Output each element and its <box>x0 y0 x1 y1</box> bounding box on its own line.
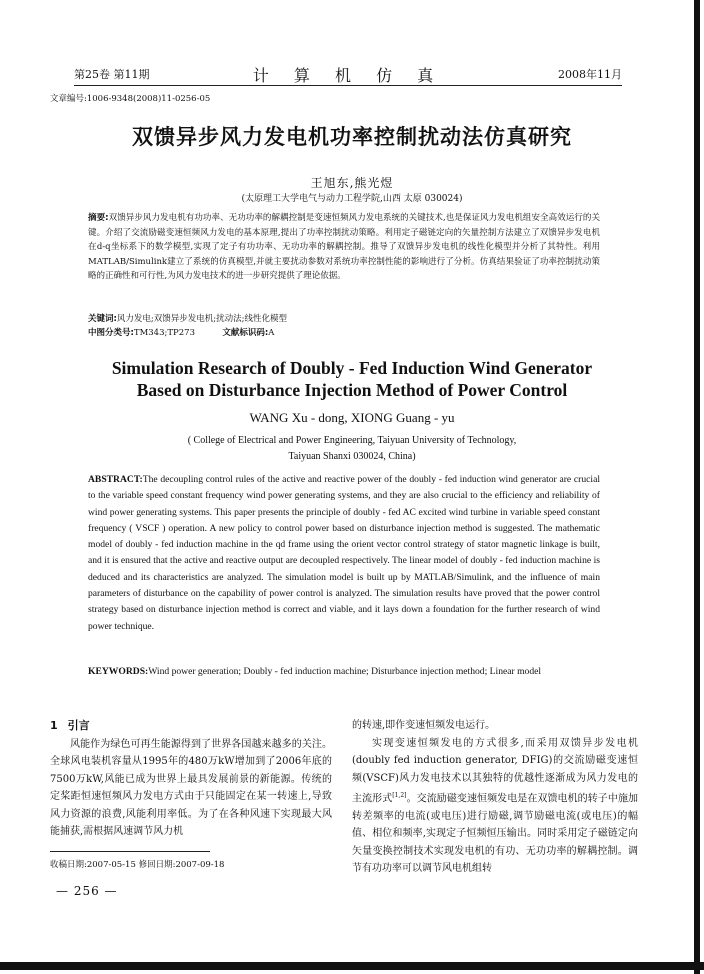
body-column-right <box>352 717 638 878</box>
english-keywords-label: KEYWORDS: <box>88 666 149 677</box>
issue-date: 2008年11月 <box>558 68 622 81</box>
journal-name: 计 算 机 仿 真 <box>252 66 444 85</box>
doc-code-label: 文献标识码: <box>222 328 269 338</box>
scan-border-bottom <box>0 962 704 970</box>
intro-paragraph-2-part-b: 。交流励磁变速恒频发电是在双馈电机的转子中施加转差频率的电流(或电压)进行励磁,调节励磁电流(或电压)的幅值、相位和频率,实现定子恒频恒压输出。同时采用定子磁链定向矢量变换控制技术实现发电机的有功、无功功率的解耦控制。调节有功功率可以调节风电机组转 <box>352 793 639 875</box>
english-title <box>0 357 704 401</box>
section-number: 1 <box>50 719 58 732</box>
chinese-affiliation: (太原理工大学电气与动力工程学院,山西 太原 030024) <box>241 194 463 204</box>
english-abstract <box>88 472 600 635</box>
citation-ref: [1,2] <box>392 792 407 799</box>
section-title: 引言 <box>67 719 90 732</box>
english-title-line-2: Based on Disturbance Injection Method of Power Control <box>136 380 568 400</box>
chinese-keywords-text: 风力发电;双馈异步发电机;扰动法;线性化模型 <box>116 314 287 324</box>
chinese-keywords <box>88 312 600 324</box>
page-number: — 256 — <box>56 884 118 898</box>
chinese-abstract-text: 双馈异步风力发电机有功功率、无功功率的解耦控制是变速恒频风力发电系统的关键技术,也是保证风力发电机组安全高效运行的关键。介绍了交流励磁变速恒频风力发电的基本原理,提出了功率控制扰动策略。利用定子磁链定向的矢量控制方法建立了双馈异步发电机在d-q坐标系下的数学模型,实现了定子有功功率、无功功率的解耦控制。推导了双馈异步发电机的线性化模型并分析了其特性。利用MATLAB/Simulink建立了系统的仿真模型,并就主要扰动参数对系统功率控制性能的影响进行了分析。仿真结果验证了功率控制扰动策略的正确性和可行性,为风力发电技术的进一步研究提供了理论依据。 <box>88 213 600 282</box>
clc-label: 中图分类号: <box>88 328 134 338</box>
english-title-line-1: Simulation Research of Doubly - Fed Induction Wind Generator <box>111 358 593 378</box>
english-abstract-text: The decoupling control rules of the active and reactive power of the doubly - fed induction wind generator are crucial to the variable speed constant frequency wind power generating systems, and they are also crucial to the efficiency and reliability of wind power generating systems. This paper presents the principle of doubly - fed AC excited wind turbine in variable speed constant frequency ( VSCF ) operation. A new policy to control power based on disturbance injection method is suggested. The mathematic model of doubly - fed induction machine in the qd frame using the orient vector control strategy of stator magnetic linkage is built, and it is ensured that the active and reactive output are decoupled respectively. The linear model of doubly - fed induction machine is deduced and its characteristics are analyzed. The simulation model is built up by MATLAB/Simulink, and the influence of main parameters of disturbance on the capability of power control is analyzed. The simulation results have proved that the power control strategy based on disturbance injection method is correct and viable, and it lays down a foundation for the further research of wind power technique. <box>88 474 600 632</box>
english-abstract-label: ABSTRACT: <box>88 474 143 485</box>
body-column-left <box>50 717 332 841</box>
english-keywords-text: Wind power generation; Doubly - fed induction machine; Disturbance injection method; Linear model <box>148 666 542 677</box>
chinese-abstract <box>88 211 600 284</box>
doc-code-text: A <box>268 328 275 338</box>
intro-paragraph-1: 风能作为绿色可再生能源得到了世界各国越来越多的关注。全球风电装机容量从1995年的480万kW增加到了2006年底的7500万kW,风能已成为世界上最具发展前景的新能源。传统的定桨距恒速恒频风力发电方式由于只能固定在某一转速上,导致风力资源的浪费,风能利用率低。为了在各种风速下实现最大风能捕获,需根据风速调节风力机 <box>50 738 332 837</box>
english-authors: WANG Xu - dong, XIONG Guang - yu <box>249 410 455 425</box>
intro-paragraph-2-part-a: 实现变速恒频发电的方式很多,而采用双馈异步发电机(doubly fed induction generator, DFIG)的交流励磁变速恒频(VSCF)风力发电技术以其独特的优越性逐渐成为风力发电的主流形式 <box>352 737 638 805</box>
classification-line <box>88 326 600 338</box>
running-header <box>74 63 622 86</box>
english-keywords <box>88 664 600 680</box>
received-dates-footnote: 收稿日期:2007-05-15 修回日期:2007-09-18 <box>50 860 225 870</box>
article-number: 文章编号:1006-9348(2008)11-0256-05 <box>50 94 211 104</box>
intro-paragraph-continued: 的转速,即作变速恒频发电运行。 <box>352 720 496 731</box>
english-affiliation <box>0 433 704 465</box>
clc-text: TM343;TP273 <box>133 328 195 338</box>
footnote-rule <box>50 851 210 852</box>
english-affiliation-line-1: ( College of Electrical and Power Engineering, Taiyuan University of Technology, <box>187 435 517 446</box>
english-affiliation-line-2: Taiyuan Shanxi 030024, China) <box>288 451 416 462</box>
chinese-keywords-label: 关键词: <box>88 314 117 324</box>
volume-issue: 第25卷 第11期 <box>74 68 150 81</box>
chinese-title: 双馈异步风力发电机功率控制扰动法仿真研究 <box>132 125 572 149</box>
intro-paragraph-2 <box>352 735 638 878</box>
chinese-abstract-label: 摘要: <box>88 213 109 223</box>
section-heading <box>50 717 332 735</box>
chinese-authors: 王旭东,熊光煜 <box>310 176 394 190</box>
